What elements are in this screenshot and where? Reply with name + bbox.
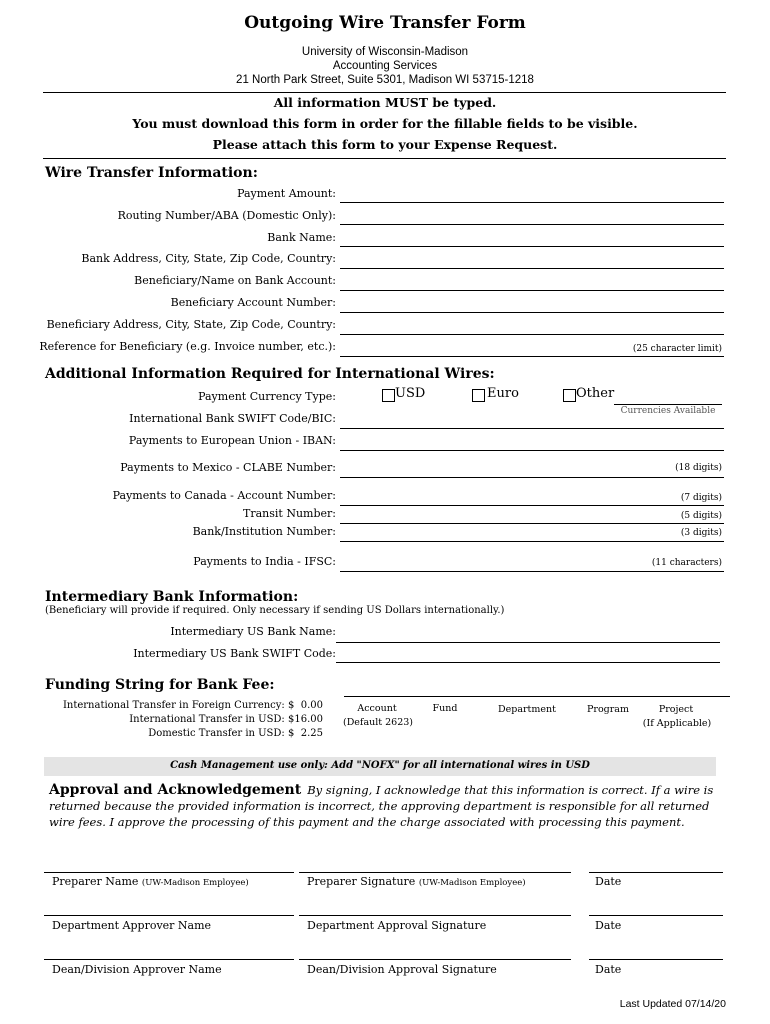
fee-intl-usd (129, 714, 323, 725)
beneficiary-address-field[interactable] (340, 334, 724, 335)
fund-column-header: Fund (432, 703, 458, 714)
fee-amount: $16.00 (288, 714, 323, 725)
bank-address-label: Bank Address, City, State, Zip Code, Country: (81, 252, 336, 265)
label-text: Preparer Name (52, 875, 139, 888)
label-note: (UW-Madison Employee) (141, 878, 249, 888)
dept-approval-signature-line[interactable] (299, 915, 571, 916)
label-text: Preparer Signature (307, 875, 416, 888)
india-label: Payments to India - IFSC: (193, 555, 336, 568)
institution-label: Bank/Institution Number: (192, 525, 336, 538)
preparer-date-label: Date (595, 875, 622, 888)
department-column-header: Department (498, 704, 556, 715)
last-updated: Last Updated 07/14/20 (619, 998, 726, 1010)
wire-section-heading: Wire Transfer Information: (45, 165, 258, 181)
dean-date-line[interactable] (589, 959, 723, 960)
fee-amount: $ 0.00 (288, 700, 323, 711)
intermediary-note: (Beneficiary will provide if required. Only necessary if sending US Dollars internationally.) (45, 605, 505, 616)
beneficiary-account-field[interactable] (340, 312, 724, 313)
funding-section-heading: Funding String for Bank Fee: (45, 677, 275, 693)
intermediary-name-label: Intermediary US Bank Name: (170, 625, 336, 638)
dean-approval-signature-label: Dean/Division Approval Signature (307, 963, 497, 976)
org-address: 21 North Park Street, Suite 5301, Madison WI 53715-1218 (236, 74, 534, 86)
beneficiary-address-label: Beneficiary Address, City, State, Zip Code, Country: (46, 318, 336, 331)
iban-field[interactable] (340, 450, 724, 451)
canada-account-label: Payments to Canada - Account Number: (112, 489, 336, 502)
bank-name-field[interactable] (340, 246, 724, 247)
notice-download: You must download this form in order for the fillable fields to be visible. (132, 116, 638, 131)
payment-amount-label: Payment Amount: (237, 187, 336, 200)
cash-management-note: Cash Management use only: Add "NOFX" for all international wires in USD (170, 760, 590, 771)
clabe-field[interactable] (340, 477, 724, 478)
clabe-label: Payments to Mexico - CLABE Number: (120, 461, 336, 474)
header-divider (43, 92, 726, 93)
routing-number-label: Routing Number/ABA (Domestic Only): (117, 209, 336, 222)
currency-type-label: Payment Currency Type: (198, 390, 336, 403)
dean-approval-signature-line[interactable] (299, 959, 571, 960)
preparer-date-line[interactable] (589, 872, 723, 873)
dept-approver-name-line[interactable] (44, 915, 294, 916)
preparer-signature-label (307, 875, 526, 888)
institution-field[interactable] (340, 541, 724, 542)
preparer-signature-line[interactable] (299, 872, 571, 873)
dean-approver-name-line[interactable] (44, 959, 294, 960)
project-column-header: Project (658, 704, 694, 715)
fee-domestic-usd (148, 728, 323, 739)
transit-hint: (5 digits) (680, 511, 722, 521)
transit-label: Transit Number: (243, 507, 336, 520)
notice-typed: All information MUST be typed. (273, 95, 497, 110)
intermediary-swift-field[interactable] (336, 662, 720, 663)
form-title: Outgoing Wire Transfer Form (244, 13, 526, 33)
beneficiary-name-label: Beneficiary/Name on Bank Account: (134, 274, 336, 287)
canada-account-field[interactable] (340, 505, 724, 506)
funding-string-field[interactable] (344, 696, 730, 697)
reference-label: Reference for Beneficiary (e.g. Invoice number, etc.): (39, 340, 336, 353)
other-option-label: Other (576, 386, 615, 401)
other-checkbox[interactable] (563, 389, 576, 402)
currencies-available-link[interactable]: Currencies Available (620, 406, 716, 416)
intl-section-heading: Additional Information Required for International Wires: (45, 366, 495, 382)
dept-name: Accounting Services (332, 60, 438, 72)
iban-label: Payments to European Union - IBAN: (128, 434, 336, 447)
beneficiary-name-field[interactable] (340, 290, 724, 291)
canada-account-hint: (7 digits) (680, 493, 722, 503)
account-default-note: (Default 2623) (342, 717, 413, 728)
fee-foreign-currency (63, 700, 323, 711)
swift-label: International Bank SWIFT Code/BIC: (129, 412, 336, 425)
reference-hint: (25 character limit) (632, 344, 722, 354)
preparer-name-line[interactable] (44, 872, 294, 873)
project-note: (If Applicable) (642, 718, 712, 729)
org-name: University of Wisconsin-Madison (301, 46, 469, 58)
bank-address-field[interactable] (340, 268, 724, 269)
swift-field[interactable] (340, 428, 724, 429)
clabe-hint: (18 digits) (675, 463, 722, 473)
payment-amount-field[interactable] (340, 202, 724, 203)
other-currency-field[interactable] (614, 404, 722, 405)
label-note: (UW-Madison Employee) (418, 878, 526, 888)
fee-amount: $ 2.25 (288, 728, 323, 739)
usd-option-label: USD (395, 386, 426, 401)
approval-heading: Approval and Acknowledgement (49, 782, 302, 798)
fee-label: International Transfer in Foreign Currency: (62, 700, 285, 711)
dean-date-label: Date (595, 963, 622, 976)
intermediary-name-field[interactable] (336, 642, 720, 643)
routing-number-field[interactable] (340, 224, 724, 225)
preparer-name-label (52, 875, 249, 888)
india-field[interactable] (340, 571, 724, 572)
notice-divider (43, 158, 726, 159)
intermediary-section-heading: Intermediary Bank Information: (45, 589, 299, 605)
intermediary-swift-label: Intermediary US Bank SWIFT Code: (133, 647, 336, 660)
india-hint: (11 characters) (651, 558, 722, 568)
dept-date-line[interactable] (589, 915, 723, 916)
dean-approver-name-label: Dean/Division Approver Name (52, 963, 222, 976)
approval-text: By signing, I acknowledge that this information is correct. If a wire is returned because the provided information is incorrect, the approving department is responsible for all returned wire fees. I approve the processing of this payment and the charge associated with processing this payment. (49, 783, 714, 829)
bank-name-label: Bank Name: (267, 231, 336, 244)
fee-label: International Transfer in USD: (129, 714, 285, 725)
dept-date-label: Date (595, 919, 622, 932)
fee-label: Domestic Transfer in USD: (148, 728, 285, 739)
dept-approval-signature-label: Department Approval Signature (307, 919, 487, 932)
beneficiary-account-label: Beneficiary Account Number: (170, 296, 336, 309)
program-column-header: Program (587, 704, 629, 715)
transit-field[interactable] (340, 523, 724, 524)
institution-hint: (3 digits) (680, 528, 722, 538)
euro-option-label: Euro (487, 386, 519, 401)
approval-block (49, 782, 721, 830)
notice-attach: Please attach this form to your Expense Request. (212, 137, 558, 152)
euro-checkbox[interactable] (472, 389, 485, 402)
dept-approver-name-label: Department Approver Name (52, 919, 212, 932)
usd-checkbox[interactable] (382, 389, 395, 402)
reference-field[interactable] (340, 356, 724, 357)
account-column-header: Account (357, 703, 397, 714)
